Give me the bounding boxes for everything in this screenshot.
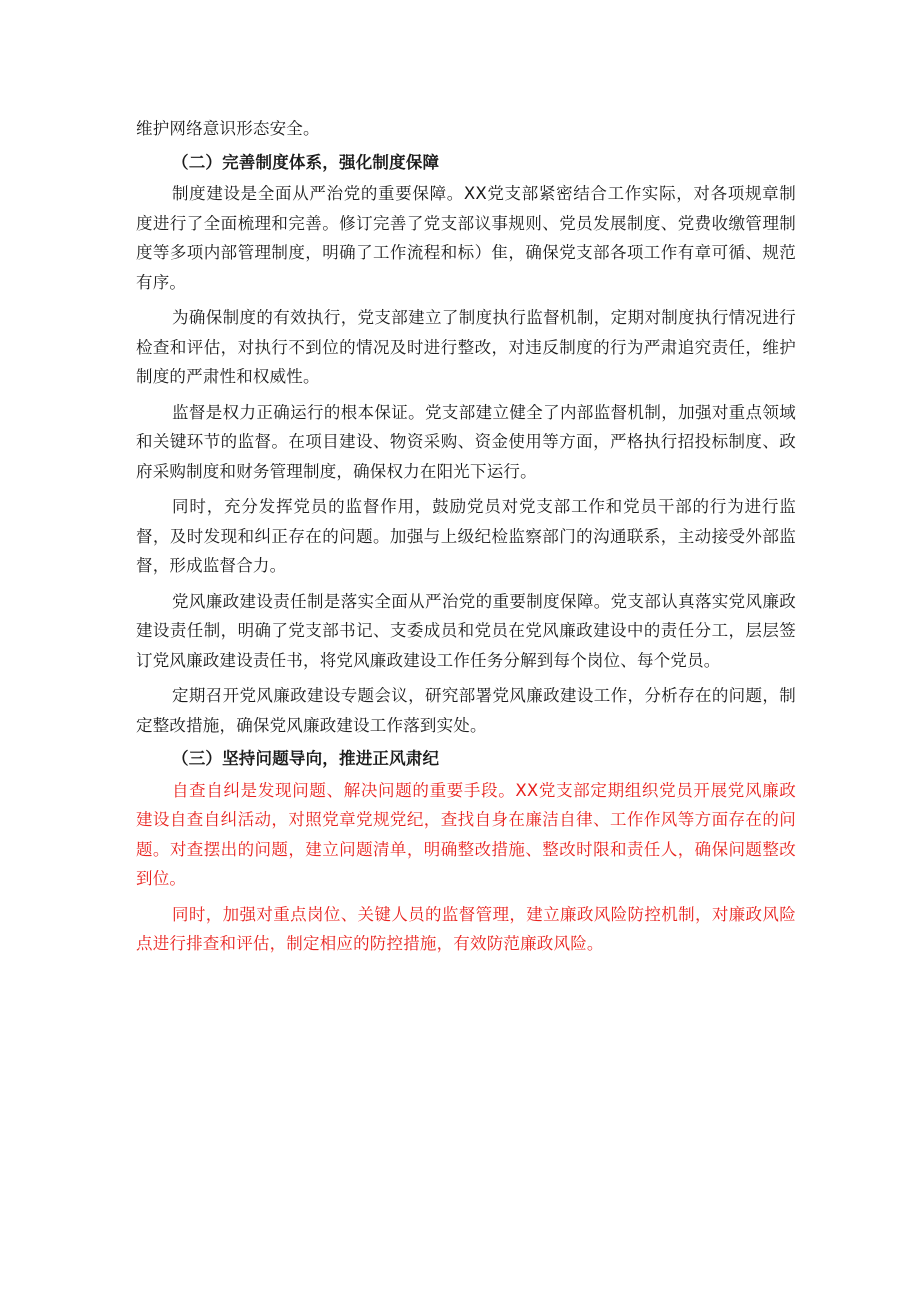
paragraph-6: 定期召开党风廉政建设专题会议，研究部署党风廉政建设工作，分析存在的问题，制定整改措施，确保党风廉政建设工作落到实处。 bbox=[136, 686, 796, 735]
section-heading-2: （二）完善制度体系，强化制度保障 bbox=[172, 152, 440, 172]
paragraph-2: 为确保制度的有效执行，党支部建立了制度执行监督机制，定期对制度执行情况进行检查和评估，对执行不到位的情况及时进行整改，对违反制度的行为严肃追究责任，维护制度的严肃性和权威性。 bbox=[136, 308, 796, 386]
intro-line: 维护网络意识形态安全。 bbox=[136, 119, 320, 138]
paragraph-1: 制度建设是全面从严治党的重要保障。XX党支部紧密结合工作实际，对各项规章制度进行了全面梳理和完善。修订完善了党支部议事规则、党员发展制度、党费收缴管理制度等多项内部管理制度，明确了工作流程和标）隹，确保党支部各项工作有章可循、规范有序。 bbox=[136, 184, 796, 292]
paragraph-7-highlighted: 自查自纠是发现问题、解决问题的重要手段。XX党支部定期组织党员开展党风廉政建设自查自纠活动，对照党章党规党纪，查找自身在廉洁自律、工作作风等方面存在的问题。对查摆出的问题，建立问题清单，明确整改措施、整改时限和责任人，确保问题整改到位。 bbox=[136, 780, 796, 888]
document-body bbox=[136, 114, 796, 959]
paragraph-5: 党风廉政建设责任制是落实全面从严治党的重要制度保障。党支部认真落实党风廉政建设责任制，明确了党支部书记、支委成员和党员在党风廉政建设中的责任分工，层层签订党风廉政建设责任书，将党风廉政建设工作任务分解到每个岗位、每个党员。 bbox=[136, 591, 796, 670]
paragraph-8-highlighted: 同时，加强对重点岗位、关键人员的监督管理，建立廉政风险防控机制，对廉政风险点进行排查和评估，制定相应的防控措施，有效防范廉政风险。 bbox=[136, 904, 796, 953]
section-heading-3: （三）坚持问题导向，推进正风肃纪 bbox=[172, 749, 440, 768]
paragraph-4: 同时，充分发挥党员的监督作用，鼓励党员对党支部工作和党员干部的行为进行监督，及时发现和纠正存在的问题。加强与上级纪检监察部门的沟通联系，主动接受外部监督，形成监督合力。 bbox=[136, 497, 796, 575]
paragraph-3: 监督是权力正确运行的根本保证。党支部建立健全了内部监督机制，加强对重点领域和关键环节的监督。在项目建设、物资采购、资金使用等方面，严格执行招投标制度、政府采购制度和财务管理制度，确保权力在阳光下运行。 bbox=[136, 402, 796, 481]
